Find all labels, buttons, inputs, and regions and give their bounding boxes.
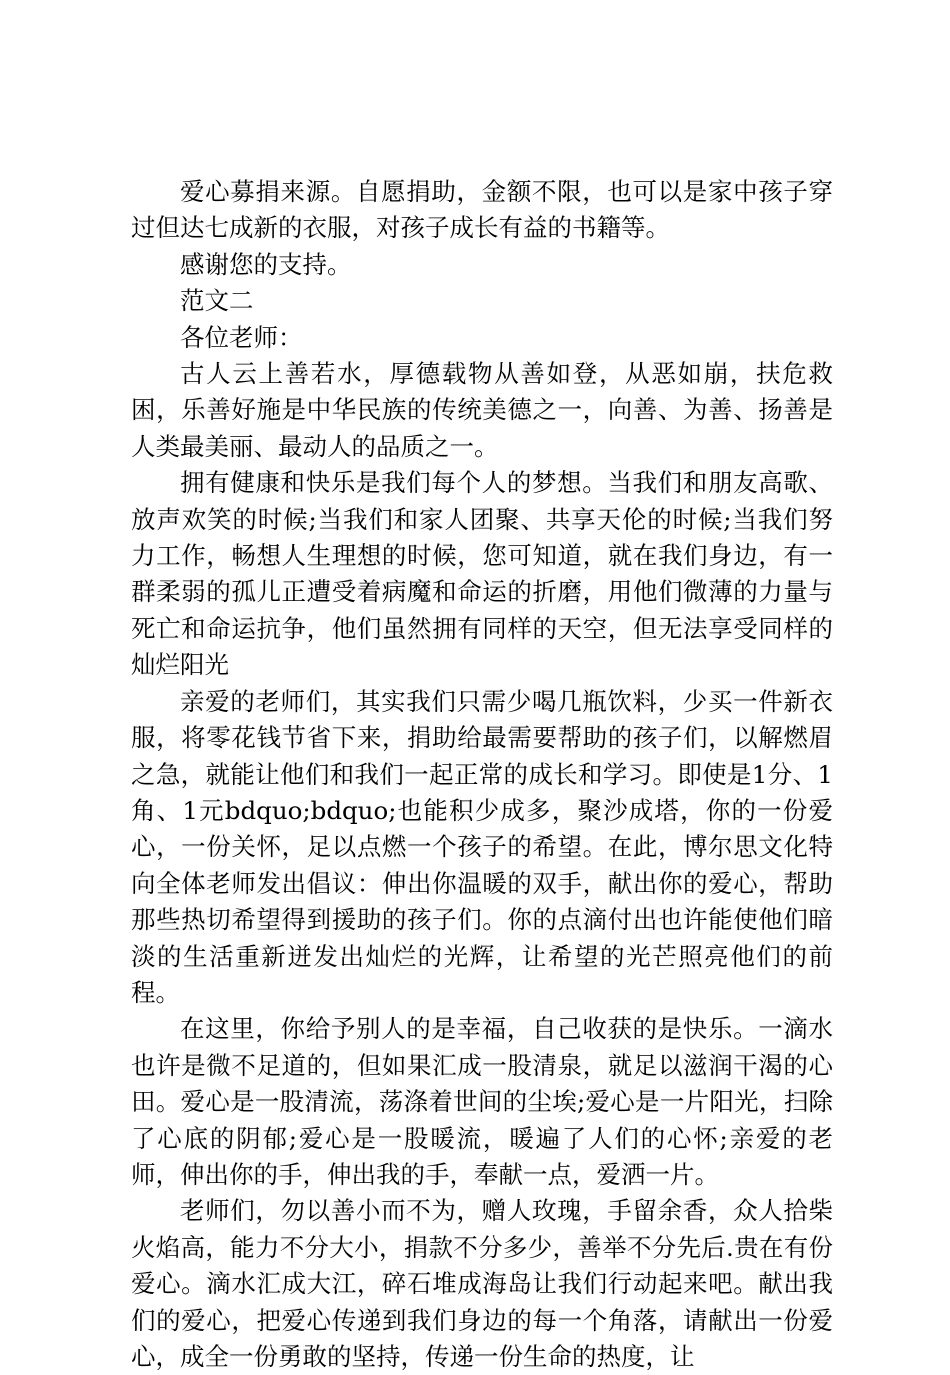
paragraph-ancient-saying: 古人云上善若水，厚德载物从善如登，从恶如崩，扶危救困，乐善好施是中华民族的传统美德之一，向善、为善、扬善是人类最美丽、最动人的品质之一。 [131, 359, 833, 461]
section-heading-sample-two: 范文二 [180, 286, 254, 316]
document-body [131, 174, 833, 1375]
paragraph-thanks: 感谢您的支持。 [180, 249, 352, 279]
paragraph-health-happiness: 拥有健康和快乐是我们每个人的梦想。当我们和朋友高歌、放声欢笑的时候;当我们和家人团聚、共享天伦的时候;当我们努力工作，畅想人生理想的时候，您可知道，就在我们身边，有一群柔弱的孤儿正遭受着病魔和命运的折磨，用他们微薄的力量与死亡和命运抗争，他们虽然拥有同样的天空，但无法享受同样的灿烂阳光 [131, 468, 833, 680]
paragraph-here: 在这里，你给予别人的是幸福，自己收获的是快乐。一滴水也许是微不足道的，但如果汇成一股清泉，就足以滋润干渴的心田。爱心是一股清流，荡涤着世间的尘埃;爱心是一片阳光，扫除了心底的阴郁;爱心是一股暖流，暖遍了人们的心怀;亲爱的老师，伸出你的手，伸出我的手，奉献一点，爱洒一片。 [131, 1014, 833, 1189]
paragraph-donation-source: 爱心募捐来源。自愿捐助，金额不限，也可以是家中孩子穿过但达七成新的衣服，对孩子成长有益的书籍等。 [131, 177, 833, 243]
paragraph-teachers-call: 老师们，勿以善小而不为，赠人玫瑰，手留余香，众人拾柴火焰高，能力不分大小，捐款不分多少，善举不分先后.贵在有份爱心。滴水汇成大江，碎石堆成海岛让我们行动起来吧。献出我们的爱心，把爱心传递到我们身边的每一个角落，请献出一份爱心，成全一份勇敢的坚持，传递一份生命的热度，让 [131, 1196, 833, 1371]
paragraph-dear-teachers: 亲爱的老师们，其实我们只需少喝几瓶饮料，少买一件新衣服，将零花钱节省下来，捐助给最需要帮助的孩子们，以解燃眉之急，就能让他们和我们一起正常的成长和学习。即使是1分、1角、1元bdquo;bdquo;也能积少成多，聚沙成塔，你的一份爱心，一份关怀，足以点燃一个孩子的希望。在此，博尔思文化特向全体老师发出倡议：伸出你温暖的双手，献出你的爱心，帮助那些热切希望得到援助的孩子们。你的点滴付出也许能使他们暗淡的生活重新迸发出灿烂的光辉，让希望的光芒照亮他们的前程。 [131, 686, 833, 1007]
salutation: 各位老师： [180, 322, 303, 352]
